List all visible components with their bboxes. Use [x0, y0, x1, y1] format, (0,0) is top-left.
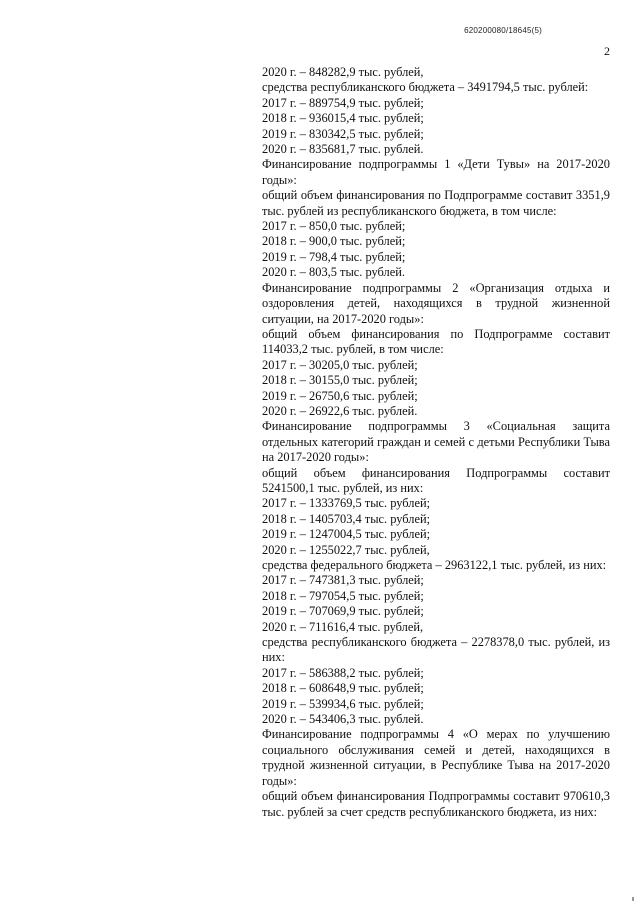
scan-edge-mark	[632, 897, 634, 901]
text-line: 2018 г. – 936015,4 тыс. рублей;	[262, 111, 424, 126]
text-line: 2019 г. – 26750,6 тыс. рублей;	[262, 388, 418, 403]
text-paragraph: общий объем финансирования Подпрограммы составит 5241500,1 тыс. рублей, из них:	[262, 465, 610, 495]
text-line: 2017 г. – 747381,3 тыс. рублей;	[262, 573, 424, 588]
text-line: 2018 г. – 1405703,4 тыс. рублей;	[262, 511, 431, 526]
text-line: средства республиканского бюджета – 3491794,5 тыс. рублей:	[262, 80, 589, 95]
text-line: 2017 г. – 586388,2 тыс. рублей;	[262, 665, 424, 680]
text-line: 2020 г. – 711616,4 тыс. рублей,	[262, 619, 424, 634]
text-line: 2019 г. – 798,4 тыс. рублей;	[262, 249, 406, 264]
section-heading: Финансирование подпрограммы 2 «Организация отдыха и оздоровления детей, находящихся в трудной жизненной ситуации, на 2017-2020 годы»:	[262, 280, 610, 326]
text-paragraph: общий объем финансирования по Подпрограмме составит 114033,2 тыс. рублей, в том числе:	[262, 326, 610, 357]
section-heading: Финансирование подпрограммы 1 «Дети Тувы» на 2017-2020 годы»:	[262, 157, 610, 187]
text-line: 2017 г. – 30205,0 тыс. рублей;	[262, 357, 418, 372]
text-paragraph: общий объем финансирования Подпрограммы составит 970610,3 тыс. рублей за счет средств республиканского бюджета, из них:	[262, 789, 610, 819]
text-line: 2020 г. – 543406,3 тыс. рублей.	[262, 712, 424, 727]
text-line: 2019 г. – 830342,5 тыс. рублей;	[262, 126, 424, 141]
text-line: 2017 г. – 850,0 тыс. рублей;	[262, 219, 406, 234]
text-line: 2020 г. – 1255022,7 тыс. рублей,	[262, 542, 430, 557]
text-line: 2019 г. – 707069,9 тыс. рублей;	[262, 604, 424, 619]
section-heading: Финансирование подпрограммы 4 «О мерах по улучшению социального обслуживания семей и детей, находящихся в трудной жизненной ситуации, в Республике Тыва на 2017-2020 годы»:	[262, 727, 610, 788]
text-paragraph: общий объем финансирования по Подпрограмме составит 3351,9 тыс. рублей из республиканского бюджета, в том числе:	[262, 188, 610, 218]
page-number: 2	[604, 44, 610, 58]
text-line: 2018 г. – 900,0 тыс. рублей;	[262, 234, 406, 249]
text-line: 2018 г. – 30155,0 тыс. рублей;	[262, 373, 418, 388]
text-line: 2017 г. – 1333769,5 тыс. рублей;	[262, 496, 431, 511]
text-paragraph: средства республиканского бюджета – 2278378,0 тыс. рублей, из них:	[262, 635, 610, 665]
section-heading: Финансирование подпрограммы 3 «Социальная защита отдельных категорий граждан и семей с детьми Республики Тыва на 2017-2020 годы»:	[262, 419, 610, 465]
text-line: 2019 г. – 1247004,5 тыс. рублей;	[262, 527, 431, 542]
text-line: 2020 г. – 835681,7 тыс. рублей.	[262, 142, 424, 157]
text-line: 2018 г. – 608648,9 тыс. рублей;	[262, 681, 424, 696]
text-line: 2018 г. – 797054,5 тыс. рублей;	[262, 588, 424, 603]
text-line: 2017 г. – 889754,9 тыс. рублей;	[262, 95, 424, 110]
text-paragraph: средства федерального бюджета – 2963122,1 тыс. рублей, из них:	[262, 558, 607, 572]
text-line: 2020 г. – 848282,9 тыс. рублей,	[262, 65, 424, 79]
text-line: 2020 г. – 803,5 тыс. рублей.	[262, 265, 405, 280]
page-body	[262, 65, 610, 820]
text-line: 2019 г. – 539934,6 тыс. рублей;	[262, 696, 424, 711]
text-line: 2020 г. – 26922,6 тыс. рублей.	[262, 403, 418, 418]
document-id: 620200080/18645(5)	[464, 26, 542, 35]
